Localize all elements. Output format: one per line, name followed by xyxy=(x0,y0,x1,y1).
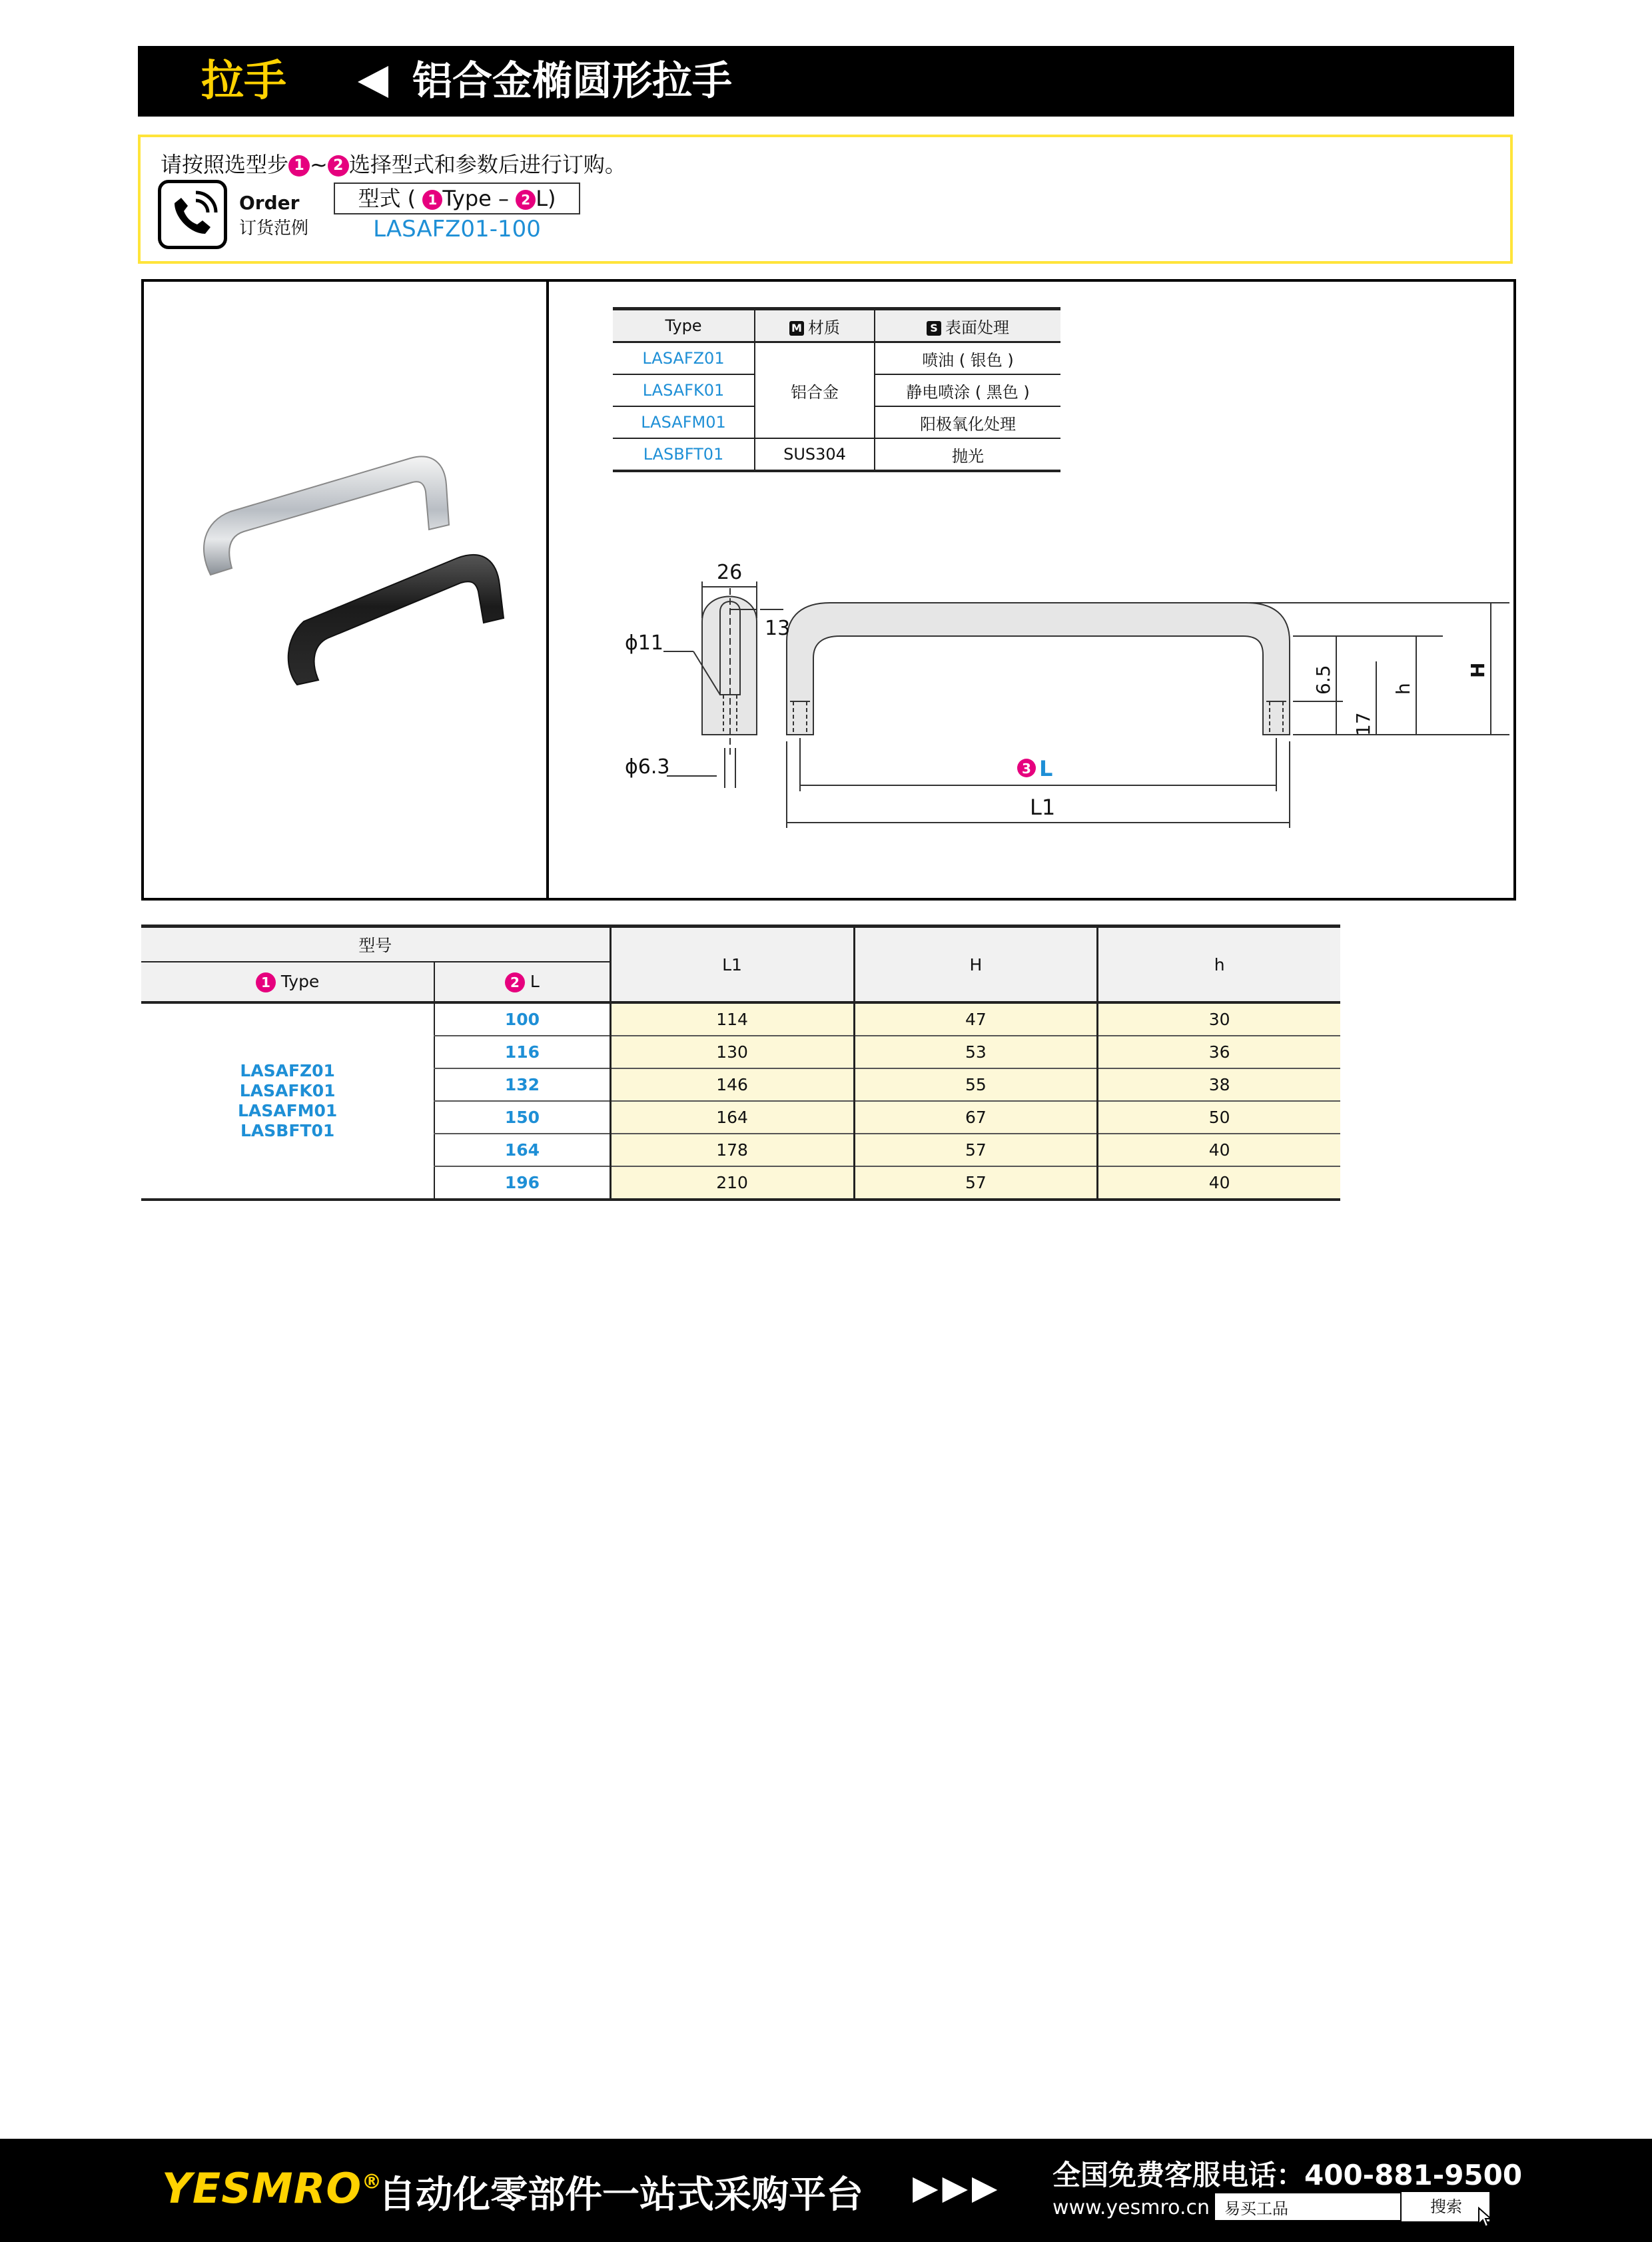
footer-slogan: 自动化零部件一站式采购平台 xyxy=(378,2173,863,2217)
order-format xyxy=(334,183,580,214)
format-l: L) xyxy=(536,186,556,211)
surface-cell: 抛光 xyxy=(875,438,1060,471)
hotline-text: 全国免费客服电话：400-881-9500 xyxy=(1052,2159,1523,2191)
footer-banner xyxy=(0,2139,1652,2242)
l1-value: 164 xyxy=(610,1101,854,1134)
category-title: 拉手 xyxy=(201,57,286,106)
h-value: 36 xyxy=(1098,1036,1340,1068)
h-value: 40 xyxy=(1098,1134,1340,1166)
format-prefix: 型式 ( xyxy=(358,186,423,211)
brand-logo[interactable] xyxy=(162,2164,382,2213)
step-2-badge: 2 xyxy=(516,190,536,210)
page-title: 铝合金椭圆形拉手 xyxy=(412,58,732,105)
col-surface xyxy=(875,309,1060,342)
l1-value: 130 xyxy=(610,1036,854,1068)
surface-badge: S xyxy=(927,321,941,336)
website-link[interactable]: www.yesmro.cn xyxy=(1052,2196,1210,2219)
H-value: 47 xyxy=(854,1002,1098,1036)
col-l xyxy=(434,962,610,1002)
material-cell: 铝合金 xyxy=(755,342,875,439)
step-1-badge: 1 xyxy=(288,155,310,177)
material-table-header xyxy=(613,309,1060,342)
H-value: 53 xyxy=(854,1036,1098,1068)
dim-65: 6.5 xyxy=(1312,665,1334,695)
arrows-icon: ▶▶▶ xyxy=(913,2168,1002,2207)
type-cell: LASAFK01 xyxy=(613,374,755,406)
product-panel xyxy=(141,279,1516,901)
instruction-tilde: ~ xyxy=(310,152,328,177)
product-photo xyxy=(171,382,544,755)
l1-value: 114 xyxy=(610,1002,854,1036)
step-2-badge: 2 xyxy=(505,972,525,992)
col-H: H xyxy=(854,927,1098,1003)
spec-row xyxy=(141,1002,1340,1036)
panel-divider xyxy=(546,282,549,898)
l1-value: 146 xyxy=(610,1068,854,1101)
step-2-badge: 2 xyxy=(328,155,349,177)
dim-17: 17 xyxy=(1352,712,1374,736)
dim-phi63: ϕ6.3 xyxy=(625,755,670,779)
order-instruction xyxy=(161,148,626,179)
col-surface-label: 表面处理 xyxy=(945,318,1009,337)
search-button[interactable]: 搜索 xyxy=(1403,2192,1489,2221)
h-value: 50 xyxy=(1098,1101,1340,1134)
order-example-box xyxy=(138,135,1513,264)
page-header xyxy=(138,46,1514,117)
material-row xyxy=(613,438,1060,471)
col-type: Type xyxy=(613,309,755,342)
type-item: LASBFT01 xyxy=(240,1121,335,1140)
col-material-label: 材质 xyxy=(808,318,840,337)
format-type: Type xyxy=(442,186,492,211)
brand-name: YESMRO xyxy=(162,2164,362,2213)
col-model-group: 型号 xyxy=(141,927,610,962)
l-value: 196 xyxy=(434,1166,610,1200)
surface-cell: 阳极氧化处理 xyxy=(875,406,1060,438)
col-type-label: Type xyxy=(280,971,320,991)
type-item: LASAFK01 xyxy=(239,1081,336,1100)
search-box xyxy=(1214,2192,1489,2221)
l-value: 132 xyxy=(434,1068,610,1101)
l1-value: 178 xyxy=(610,1134,854,1166)
cursor-icon xyxy=(1477,2207,1493,2228)
material-table xyxy=(613,307,1060,472)
l-value: 164 xyxy=(434,1134,610,1166)
technical-drawing xyxy=(610,561,1509,895)
arrow-left-icon xyxy=(358,66,388,98)
dim-phi11: ϕ11 xyxy=(625,631,663,655)
dim-L: L xyxy=(1039,756,1053,781)
registered-mark: ® xyxy=(362,2170,383,2194)
dim-26: 26 xyxy=(717,561,743,584)
type-cell: LASAFM01 xyxy=(613,406,755,438)
material-cell: SUS304 xyxy=(755,438,875,471)
search-input[interactable] xyxy=(1214,2192,1402,2221)
H-value: 55 xyxy=(854,1068,1098,1101)
l-value: 150 xyxy=(434,1101,610,1134)
step-1-badge: 1 xyxy=(422,190,442,210)
order-label-cn: 订货范例 xyxy=(239,218,309,238)
col-l1: L1 xyxy=(610,927,854,1003)
type-cell: LASAFZ01 xyxy=(613,342,755,375)
col-h: h xyxy=(1098,927,1340,1003)
order-label-en: Order xyxy=(239,192,300,214)
dim-13: 13 xyxy=(765,617,791,640)
dim-h: h xyxy=(1392,683,1414,695)
surface-cell: 静电喷涂 ( 黑色 ) xyxy=(875,374,1060,406)
type-item: LASAFZ01 xyxy=(240,1061,335,1080)
h-value: 30 xyxy=(1098,1002,1340,1036)
H-value: 57 xyxy=(854,1134,1098,1166)
material-badge: M xyxy=(789,321,804,336)
phone-icon xyxy=(158,180,227,249)
spec-table xyxy=(141,925,1340,1201)
format-dash: – xyxy=(491,186,516,211)
material-row xyxy=(613,342,1060,375)
surface-cell: 喷油 ( 银色 ) xyxy=(875,342,1060,375)
type-cell: LASBFT01 xyxy=(613,438,755,471)
dim-L1: L1 xyxy=(1030,795,1056,820)
type-item: LASAFM01 xyxy=(237,1101,338,1120)
spec-header-row xyxy=(141,927,1340,962)
l-value: 116 xyxy=(434,1036,610,1068)
H-value: 57 xyxy=(854,1166,1098,1200)
instruction-text-post: 选择型式和参数后进行订购。 xyxy=(348,152,626,177)
type-list xyxy=(141,1002,434,1200)
h-value: 40 xyxy=(1098,1166,1340,1200)
H-value: 67 xyxy=(854,1101,1098,1134)
col-type xyxy=(141,962,434,1002)
l-value: 100 xyxy=(434,1002,610,1036)
order-example-code: LASAFZ01-100 xyxy=(373,216,541,242)
instruction-text-pre: 请按照选型步 xyxy=(161,152,289,177)
col-material xyxy=(755,309,875,342)
step-1-badge: 1 xyxy=(256,972,276,992)
step-3-number: 3 xyxy=(1022,761,1031,777)
h-value: 38 xyxy=(1098,1068,1340,1101)
col-l-label: L xyxy=(530,971,540,991)
l1-value: 210 xyxy=(610,1166,854,1200)
dim-H: H xyxy=(1467,662,1489,678)
